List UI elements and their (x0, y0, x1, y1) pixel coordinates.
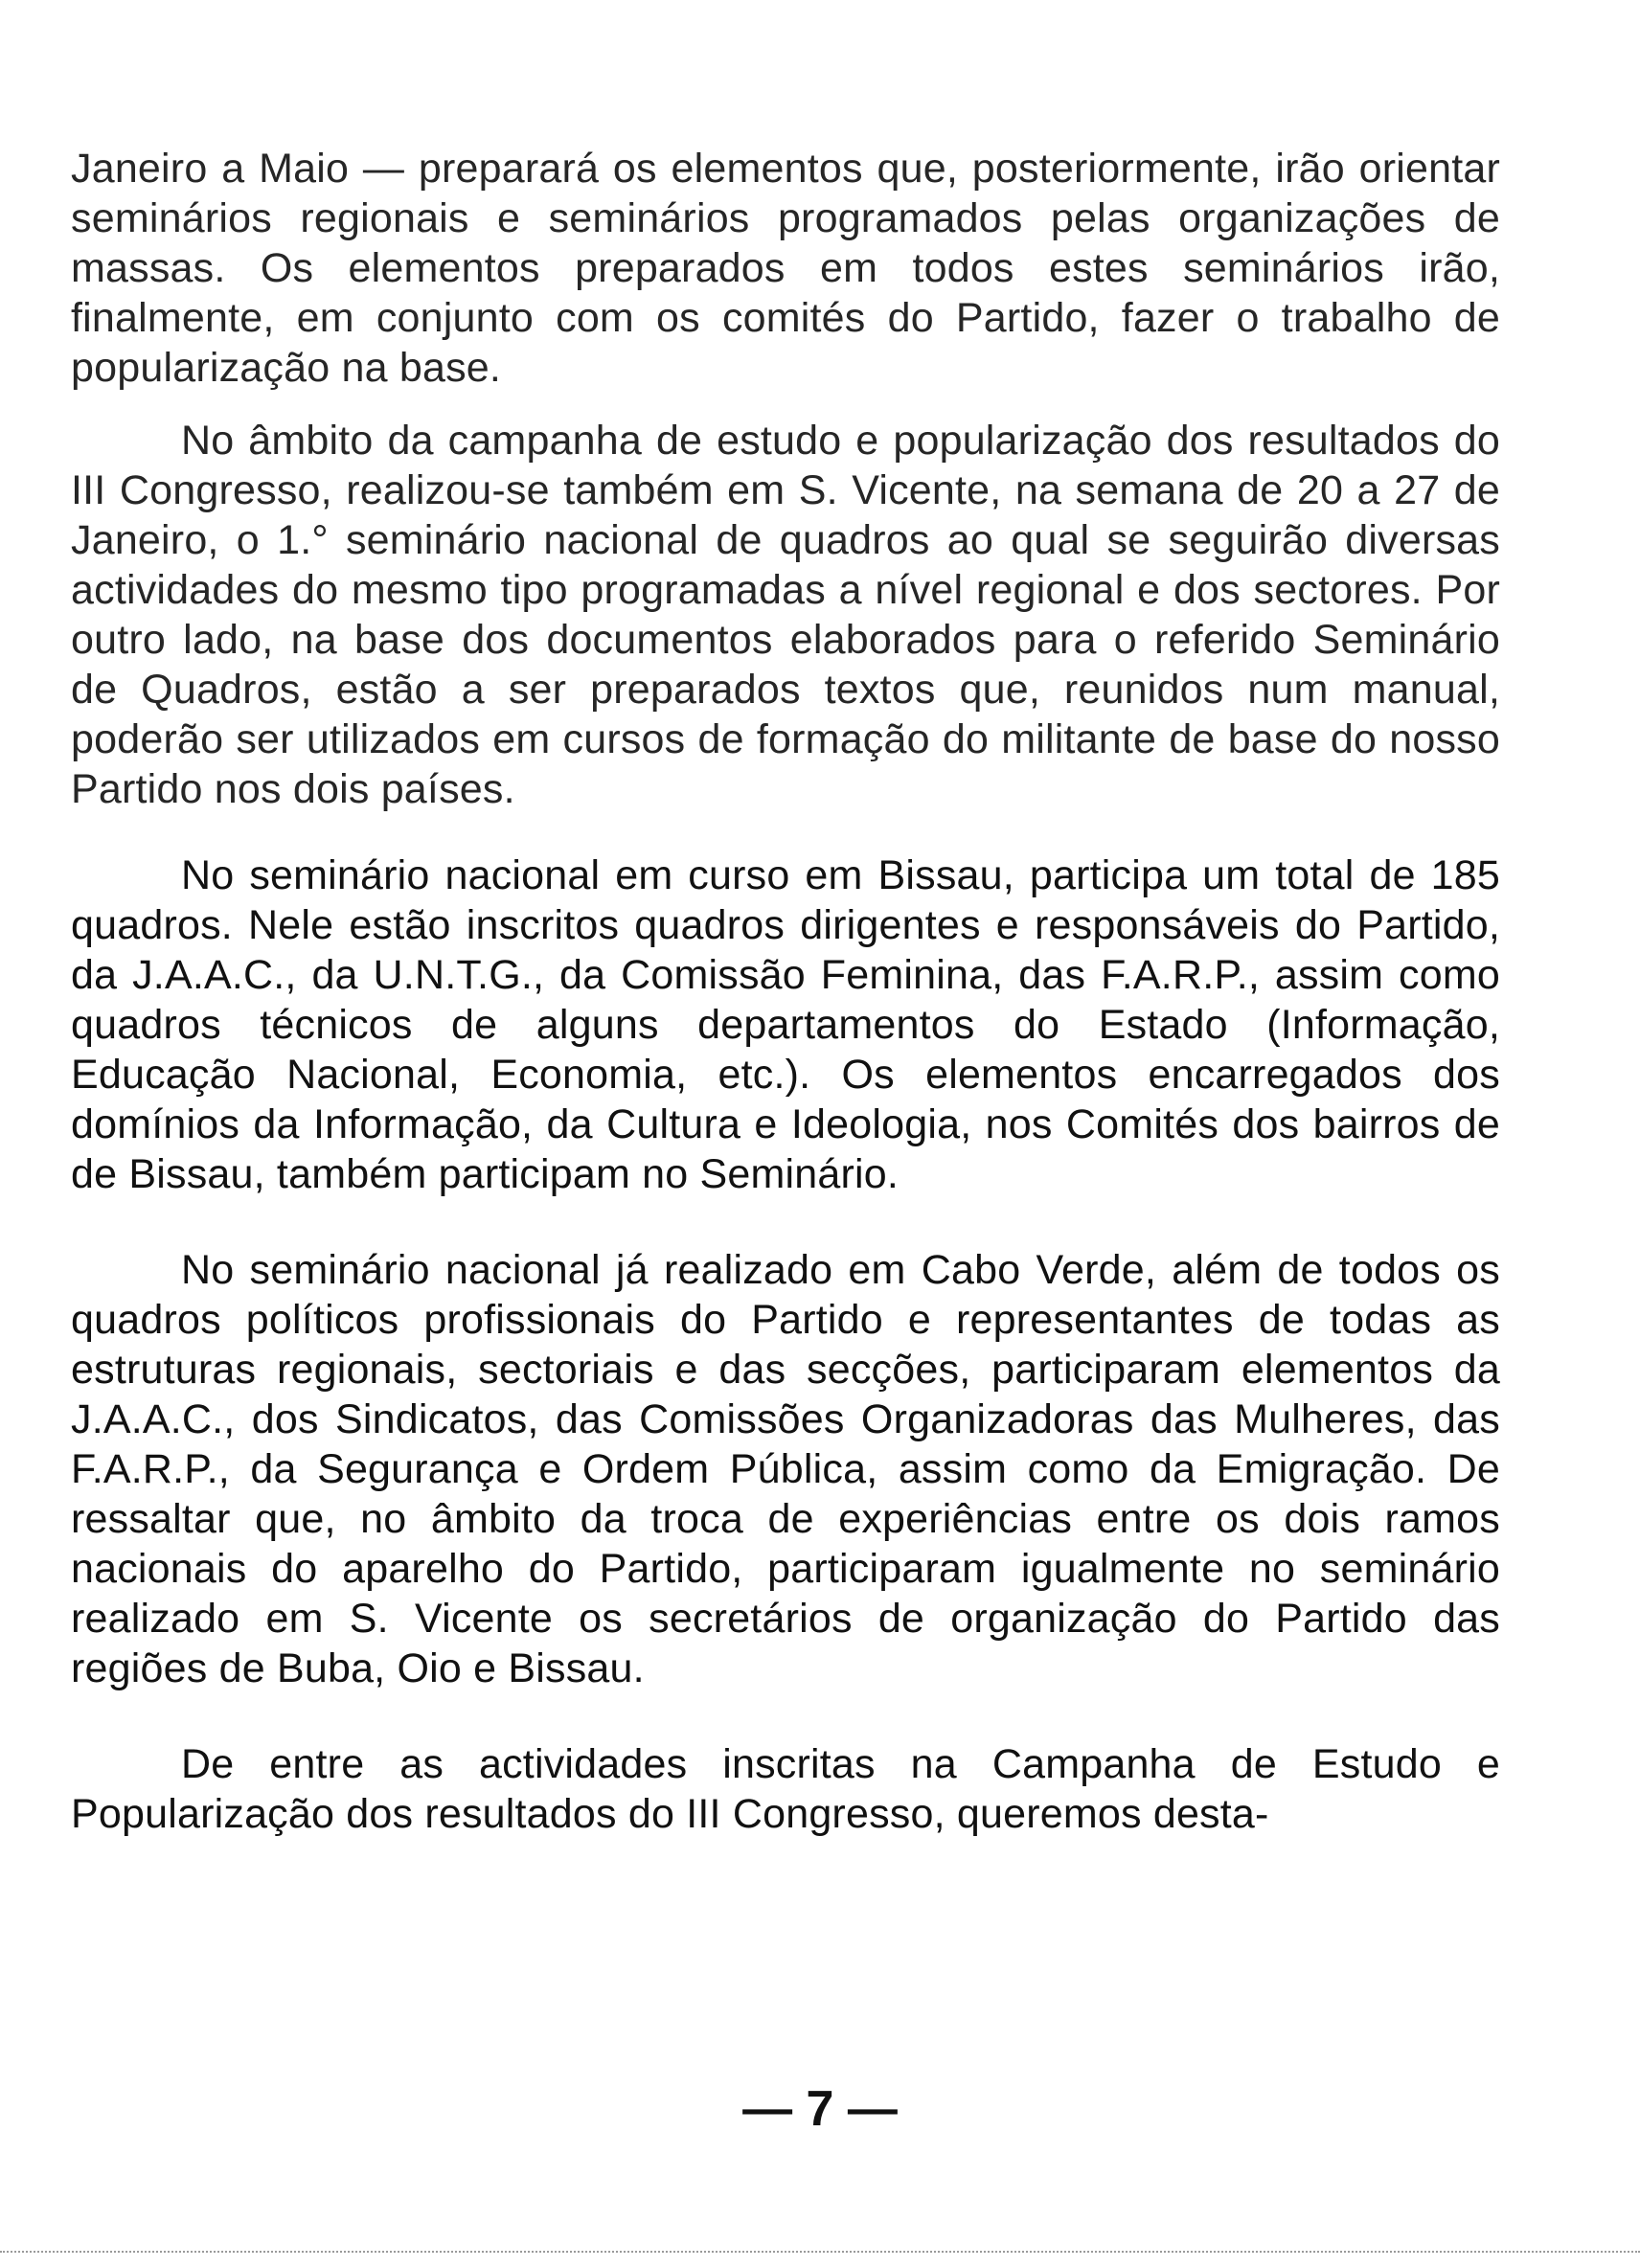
paragraph-5: De entre as actividades inscritas na Campanha de Estudo e Popularização dos resultados do III Congresso, queremos desta- (71, 1741, 1500, 1837)
bottom-divider (0, 2251, 1640, 2253)
body-text (71, 144, 1500, 1839)
paragraph-1: Janeiro a Maio — preparará os elementos que, posteriormente, irão orientar seminários regionais e seminários programados pelas organizações de massas. Os elementos preparados em todos estes seminários irão, finalmente, em conjunto com os comités do Partido, fazer o trabalho de popularização na base. (71, 146, 1500, 391)
paragraph-4: No seminário nacional já realizado em Cabo Verde, além de todos os quadros políticos profissionais do Partido e representantes de todas as estruturas regionais, sectoriais e das secções, participaram elementos da J.A.A.C., dos Sindicatos, das Comissões Organizadoras das Mulheres, das F.A.R.P., da Segurança e Ordem Pública, assim como da Emigração. De ressaltar que, no âmbito da troca de experiências entre os dois ramos nacionais do aparelho do Partido, participaram igualmente no seminário realizado em S. Vicente os secretários de organização do Partido das regiões de Buba, Oio e Bissau. (71, 1247, 1500, 1691)
page-number: — 7 — (742, 2081, 898, 2137)
paragraph-3: No seminário nacional em curso em Bissau, participa um total de 185 quadros. Nele estão inscritos quadros dirigentes e responsáveis do Partido, da J.A.A.C., da U.N.T.G., da Comissão Feminina, das F.A.R.P., assim como quadros técnicos de alguns departamentos do Estado (Informação, Educação Nacional, Economia, etc.). Os elementos encarregados dos domínios da Informação, da Cultura e Ideologia, nos Comités dos bairros de de Bissau, também participam no Seminário. (71, 852, 1500, 1197)
paragraph-2: No âmbito da campanha de estudo e popularização dos resultados do III Congresso, realizou-se também em S. Vicente, na semana de 20 a 27 de Janeiro, o 1.° seminário nacional de quadros ao qual se seguirão diversas actividades do mesmo tipo programadas a nível regional e dos sectores. Por outro lado, na base dos documentos elaborados para o referido Seminário de Quadros, estão a ser preparados textos que, reunidos num manual, poderão ser utilizados em cursos de formação do militante de base do nosso Partido nos dois países. (71, 418, 1500, 812)
